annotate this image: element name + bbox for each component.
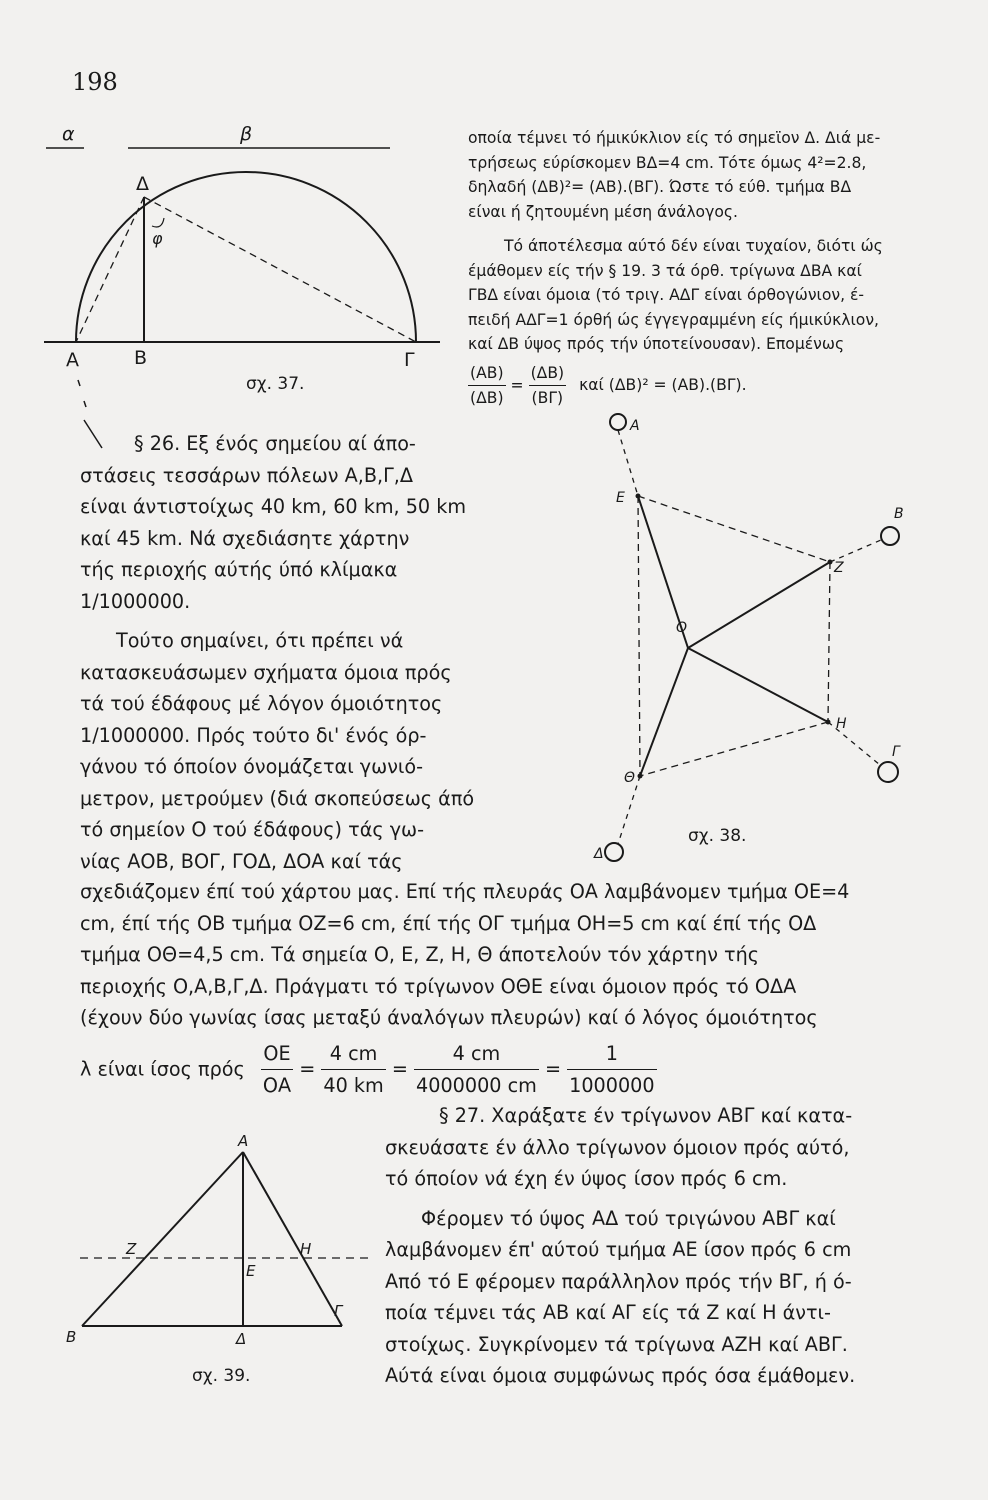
- s26-full-line-3: τμήμα ΟΘ=4,5 cm. Τά σημεία Ο, Ε, Ζ, Η, Θ άποτελούν τόν χάρτην τής: [80, 943, 760, 966]
- rt-p2-line-5: καί ΔΒ ύψος πρός τήν ύποτείνουσαν). Επομένως: [468, 335, 845, 353]
- point-b-label: Β: [134, 347, 148, 369]
- point-th-dot: [638, 774, 643, 779]
- rt-line-2: τρήσεως εύρίσκομεν ΒΔ=4 cm. Τότε όμως 4²=2.8,: [468, 153, 867, 172]
- s26-p2-line-4: 1/1000000. Πρός τούτο δι' ένός όρ-: [80, 723, 427, 747]
- label-d: Δ: [594, 846, 604, 862]
- segment-ez: [638, 496, 830, 562]
- point-delta-label: Δ: [136, 173, 149, 195]
- side-ag: [243, 1152, 342, 1326]
- s26-line-5: τής περιοχής αύτής ύπό κλίμακα: [80, 558, 398, 581]
- section-26-column: [80, 428, 474, 877]
- figure-38-caption: σχ. 38.: [688, 826, 747, 846]
- s26-full-line-2: cm, έπί τής ΟΒ τμήμα ΟΖ=6 cm, έπί τής ΟΓ τμήμα ΟΗ=5 cm καί έπί τής ΟΔ: [80, 911, 817, 935]
- fraction-1-1000000: $\frac{1}{1000000}$: [567, 1038, 656, 1102]
- figure-39-caption: σχ. 39.: [192, 1366, 251, 1386]
- ratio-eq-1: =: [299, 1057, 316, 1080]
- s27-p2-line-3: Από τό Ε φέρομεν παράλληλον πρός τήν ΒΓ, ή ό-: [385, 1269, 852, 1293]
- ray-ob-dashed: [830, 540, 881, 562]
- chord-dg: [144, 197, 416, 342]
- s26-p2-line-3: τά τού έδάφους μέ λόγον όμοιότητος: [80, 692, 443, 715]
- segment-a-label: α: [62, 123, 75, 145]
- s26-line-6: 1/1000000.: [80, 589, 191, 613]
- s26-p2-line-6: μετρον, μετρούμεν (διά σκοπεύσεως άπό: [80, 786, 475, 810]
- label-g: Γ: [334, 1302, 343, 1320]
- figure-37: [40, 118, 460, 418]
- ratio-lead: λ είναι ίσος πρός: [80, 1057, 245, 1080]
- figure-39: [60, 1130, 380, 1360]
- s27-line-1: § 27. Χαράξατε έν τρίγωνον ΑΒΓ καί κατα-: [439, 1104, 853, 1127]
- fraction-db-bg: $\frac{(\Delta B)}{(B\Gamma)}$: [529, 361, 567, 411]
- angle-phi-label: φ: [152, 229, 163, 248]
- fraction-ab-db: $\frac{(AB)}{(\Delta B)}$: [468, 361, 506, 411]
- s26-full-line-4: περιοχής Ο,Α,Β,Γ,Δ. Πράγματι τό τρίγωνον ΟΘΕ είναι όμοιον πρός τό ΟΔΑ: [80, 974, 797, 998]
- figure-38: [568, 410, 978, 870]
- right-top-text: [468, 126, 883, 411]
- chord-ad: [76, 197, 144, 342]
- point-z-dot: [828, 560, 833, 565]
- ratio-line: [80, 1038, 849, 1102]
- label-g: Γ: [892, 744, 900, 760]
- point-h-dot: [826, 720, 831, 725]
- rt-line-4: είναι ή ζητουμένη μέση άνάλογος.: [468, 202, 738, 221]
- fraction-4cm-40km: $\frac{4 cm}{40 km}$: [321, 1038, 385, 1102]
- s26-p2-line-5: γάνου τό όποίον όνομάζεται γωνιό-: [80, 755, 424, 778]
- rt-p2-line-3: ΓΒΔ είναι όμοια (τό τριγ. ΑΔΓ είναι όρθογώνιον, έ-: [468, 286, 865, 304]
- eq-sign: =: [510, 376, 524, 394]
- ray-mark-2: [84, 401, 86, 407]
- label-d: Δ: [236, 1330, 247, 1348]
- label-e: Ε: [616, 490, 625, 506]
- label-z: Ζ: [834, 560, 844, 576]
- rt-p2-line-2: έμάθομεν είς τήν § 19. 3 τά όρθ. τρίγωνα ΔΒΑ καί: [468, 261, 862, 280]
- label-h: Η: [836, 716, 847, 732]
- label-a: Α: [238, 1132, 249, 1150]
- label-b: Β: [66, 1328, 77, 1346]
- s27-line-3: τό όποίον νά έχη έν ύψος ίσον πρός 6 cm.: [385, 1167, 788, 1190]
- page-number: 198: [72, 68, 118, 96]
- ray-od-dashed: [618, 776, 640, 844]
- proportion-line: [468, 361, 883, 411]
- ratio-eq-2: =: [391, 1057, 408, 1080]
- s26-line-4: καί 45 km. Νά σχεδιάσητε χάρτην: [80, 526, 410, 550]
- s26-p2-line-8: νίας ΑΟΒ, ΒΟΓ, ΓΟΔ, ΔΟΑ καί τάς: [80, 849, 403, 873]
- rt-p2-line-4: πειδή ΑΔΓ=1 όρθή ώς έγγεγραμμένη είς ήμικύκλιον,: [468, 310, 879, 329]
- section-27: [385, 1100, 855, 1392]
- segment-b-label: β: [240, 123, 253, 145]
- point-a-label: Α: [66, 349, 79, 371]
- segment-zh: [828, 562, 830, 722]
- ratio-eq-3: =: [544, 1057, 562, 1080]
- figure-37-caption: σχ. 37.: [246, 374, 305, 394]
- segment-hth: [640, 722, 828, 776]
- label-o: Ο: [676, 620, 688, 636]
- s26-p2-line-2: κατασκευάσωμεν σχήματα όμοια πρός: [80, 660, 452, 684]
- label-th: Θ: [624, 770, 636, 786]
- rt-p2-line-1: Τό άποτέλεσμα αύτό δέν είναι τυχαίον, διότι ώς: [504, 237, 883, 255]
- s27-line-2: σκευάσατε έν άλλο τρίγωνον όμοιον πρός αύτό,: [385, 1135, 850, 1159]
- segment-oz: [688, 562, 830, 648]
- label-e: Ε: [246, 1262, 256, 1280]
- ray-mark-1: [78, 380, 80, 386]
- point-e-dot: [636, 494, 641, 499]
- ray-oa-dashed: [618, 430, 638, 496]
- s27-p2-line-2: λαμβάνομεν έπ' αύτού τμήμα ΑΕ ίσον πρός 6 cm: [385, 1238, 852, 1261]
- fraction-4cm-4000000cm: $\frac{4 cm}{4000000 cm}$: [414, 1038, 539, 1102]
- label-b: Β: [894, 506, 904, 522]
- s26-p2-line-1: Τούτο σημαίνει, ότι πρέπει νά: [116, 629, 404, 652]
- semicircle-arc: [76, 172, 416, 342]
- point-b-circle: [881, 527, 899, 545]
- figure-39-drawing: [60, 1130, 380, 1360]
- section-26-continuation: [80, 876, 849, 1102]
- s26-p2-line-7: τό σημείον Ο τού έδάφους) τάς γω-: [80, 818, 425, 841]
- point-d-circle: [605, 843, 623, 861]
- figure-37-drawing: [40, 118, 460, 418]
- point-a-circle: [610, 414, 626, 430]
- s27-p2-line-1: Φέρομεν τό ύψος ΑΔ τού τριγώνου ΑΒΓ καί: [421, 1206, 836, 1230]
- label-a: Α: [630, 418, 640, 434]
- fraction-oe-oa: $\frac{OE}{OA}$: [261, 1038, 293, 1102]
- segment-oth: [640, 648, 688, 776]
- segment-oh: [688, 648, 828, 722]
- angle-arc: [152, 218, 164, 227]
- s27-p2-line-5: στοίχως. Συγκρίνομεν τά τρίγωνα ΑΖΗ καί ΑΒΓ.: [385, 1332, 848, 1356]
- point-g-circle: [878, 762, 898, 782]
- s27-p2-line-4: ποία τέμνει τάς ΑΒ καί ΑΓ είς τά Ζ καί Η άντι-: [385, 1301, 831, 1324]
- figure-38-drawing: [568, 410, 978, 870]
- rt-line-3: δηλαδή (ΔΒ)²= (ΑΒ).(ΒΓ). Ώστε τό εύθ. τμήμα ΒΔ: [468, 178, 852, 196]
- s27-p2-line-6: Αύτά είναι όμοια συμφώνως πρός όσα έμάθομεν.: [385, 1364, 856, 1387]
- s26-line-2: στάσεις τεσσάρων πόλεων Α,Β,Γ,Δ: [80, 463, 414, 487]
- rt-line-1: οποία τέμνει τό ήμικύκλιον είς τό σημεϊον Δ. Διά με-: [468, 129, 881, 147]
- label-h: Η: [300, 1240, 312, 1258]
- point-g-label: Γ: [404, 349, 415, 371]
- label-z: Ζ: [126, 1240, 137, 1258]
- s26-line-1: § 26. Εξ ένός σημείου αί άπο-: [134, 432, 416, 455]
- s26-line-3: είναι άντιστοίχως 40 km, 60 km, 50 km: [80, 495, 467, 518]
- s26-full-line-5: (έχουν δύο γωνίας ίσας μεταξύ άναλόγων πλευρών) καί ό λόγος όμοιότητος: [80, 1006, 818, 1029]
- proportion-tail: καί (ΔΒ)² = (ΑΒ).(ΒΓ).: [579, 376, 747, 394]
- segment-eth: [638, 496, 640, 776]
- side-ab: [82, 1152, 243, 1326]
- s26-full-line-1: σχεδιάζομεν έπί τού χάρτου μας. Επί τής πλευράς ΟΑ λαμβάνομεν τμήμα ΟΕ=4: [80, 880, 850, 903]
